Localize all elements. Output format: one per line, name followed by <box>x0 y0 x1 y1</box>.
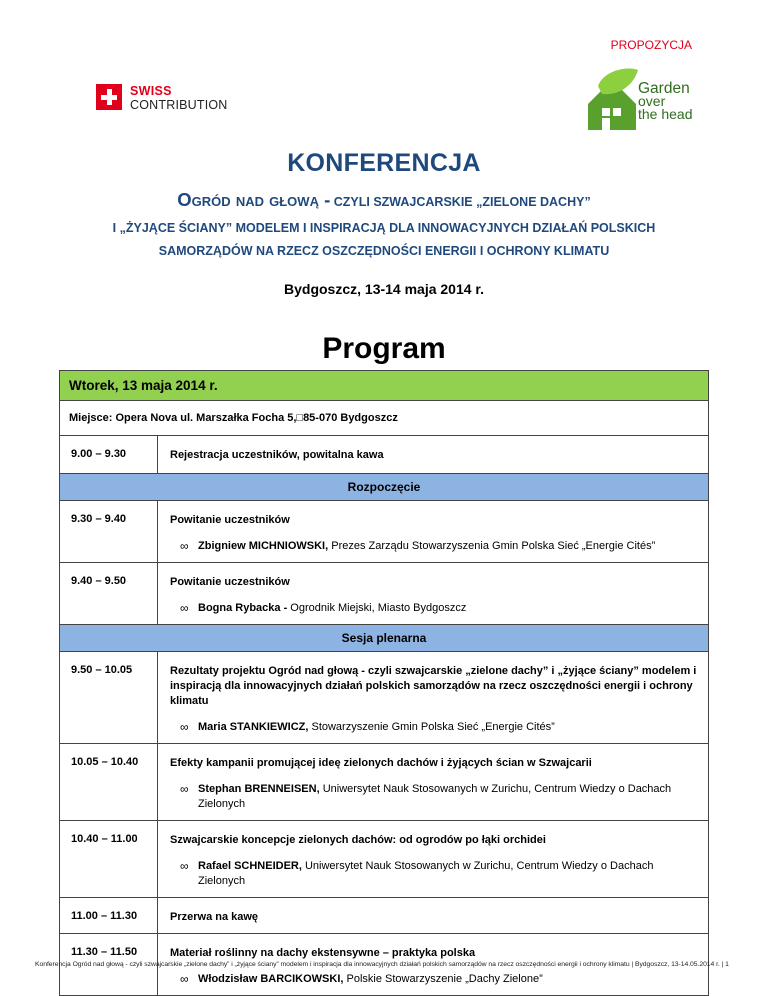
bullet-icon: ∞ <box>180 601 189 615</box>
swiss-logo-word: SWISS <box>130 84 172 98</box>
garden-logo-word: Garden <box>638 80 690 97</box>
subtitle-line-2: I „ŻYJĄCE ŚCIANY” MODELEM I INSPIRACJĄ DLA INNOWACYJNYCH DZIAŁAŃ POLSKICH <box>112 221 656 235</box>
speaker-name: Maria STANKIEWICZ, <box>198 721 309 733</box>
session-title: Przerwa na kawę <box>170 911 259 923</box>
table-row <box>60 501 709 563</box>
speaker-item <box>170 601 698 616</box>
session-cell <box>158 898 709 934</box>
bullet-icon: ∞ <box>180 539 189 553</box>
session-title: Powitanie uczestników <box>170 514 290 526</box>
section-title-opening: Rozpoczęcie <box>60 474 709 501</box>
speaker-affiliation: Uniwersytet Nauk Stosowanych w Zurichu, Centrum Wiedzy o Dachach Zielonych <box>198 860 654 887</box>
table-row <box>60 652 709 744</box>
speaker-item <box>170 972 698 987</box>
garden-logo-text <box>638 82 693 121</box>
over-logo-word: over <box>638 93 666 109</box>
subtitle-rest: CZYLI SZWAJCARSKIE „ZIELONE DACHY” <box>330 195 591 209</box>
garden-over-the-head-logo <box>584 66 694 138</box>
session-cell <box>158 563 709 625</box>
speaker-name: Zbigniew MICHNIOWSKI, <box>198 540 329 552</box>
day-header-row <box>60 371 709 401</box>
session-cell <box>158 652 709 744</box>
time-cell: 9.50 – 10.05 <box>60 652 158 744</box>
table-row <box>60 563 709 625</box>
subtitle-line-3: SAMORZĄDÓW NA RZECZ OSZCZĘDNOŚCI ENERGII I OCHRONY KLIMATU <box>158 244 610 258</box>
speaker-name: Włodzisław BARCIKOWSKI, <box>198 973 344 985</box>
speaker-item <box>170 720 698 735</box>
conference-date: Bydgoszcz, 13-14 maja 2014 r. <box>284 281 484 297</box>
table-row <box>60 821 709 898</box>
time-cell: 9.00 – 9.30 <box>60 436 158 474</box>
bullet-icon: ∞ <box>180 859 189 873</box>
speaker-affiliation: Prezes Zarządu Stowarzyszenia Gmin Polska Sieć „Energie Cités” <box>328 540 656 552</box>
bullet-icon: ∞ <box>180 782 189 796</box>
time-cell: 11.00 – 11.30 <box>60 898 158 934</box>
session-title: Materiał roślinny na dachy ekstensywne – praktyka polska <box>170 947 476 959</box>
conference-title: KONFERENCJA <box>287 149 481 177</box>
speaker-item <box>170 859 698 889</box>
speaker-affiliation: Stowarzyszenie Gmin Polska Sieć „Energie Cités” <box>308 721 555 733</box>
time-cell: 9.30 – 9.40 <box>60 501 158 563</box>
session-cell <box>158 436 709 474</box>
session-title: Efekty kampanii promującej ideę zielonych dachów i żyjących ścian w Szwajcarii <box>170 757 592 769</box>
program-table <box>59 370 709 996</box>
swiss-flag-icon <box>96 84 122 110</box>
table-row <box>60 744 709 821</box>
speaker-name: Rafael SCHNEIDER, <box>198 860 302 872</box>
time-cell: 10.05 – 10.40 <box>60 744 158 821</box>
speaker-item <box>170 782 698 812</box>
table-row <box>60 898 709 934</box>
bullet-icon: ∞ <box>180 972 189 986</box>
session-cell <box>158 744 709 821</box>
bullet-icon: ∞ <box>180 720 189 734</box>
speaker-affiliation: Ogrodnik Miejski, Miasto Bydgoszcz <box>287 602 467 614</box>
proposal-label: PROPOZYCJA <box>610 38 692 52</box>
time-cell: 10.40 – 11.00 <box>60 821 158 898</box>
session-title: Rezultaty projektu Ogród nad głową - czyli szwajcarskie „zielone dachy” i „żyjące ściany” modelem i inspiracją dla innowacyjnych działań polskich samorządów na rzecz oszczędności energii i ochrony klimatu <box>170 665 697 707</box>
speaker-name: Stephan BRENNEISEN, <box>198 783 320 795</box>
swiss-contribution-logo <box>96 84 256 114</box>
session-title: Powitanie uczestników <box>170 576 290 588</box>
section-header-row <box>60 474 709 501</box>
the-head-logo-word: the head <box>638 106 693 122</box>
time-cell: 9.40 – 9.50 <box>60 563 158 625</box>
day-label: Wtorek, 13 maja 2014 r. <box>60 371 709 401</box>
subtitle-main: Ogród nad głową - <box>177 189 331 210</box>
speaker-affiliation: Uniwersytet Nauk Stosowanych w Zurichu, Centrum Wiedzy o Dachach Zielonych <box>198 783 672 810</box>
session-cell <box>158 501 709 563</box>
house-leaf-icon <box>584 66 640 136</box>
time-cell: 11.30 – 11.50 <box>60 934 158 996</box>
session-title: Szwajcarskie koncepcje zielonych dachów: od ogrodów po łąki orchidei <box>170 834 546 846</box>
page-footer: Konferencja Ogród nad głową - czyli szwajcarskie „zielone dachy” i „żyjące ściany” modelem i inspiracja dla innowacyjnych działań polskich samorządów na rzecz oszczędności energii i ochrony klimatu | Bydgoszcz, 13-14.05.2014 r. | 1 <box>35 961 729 968</box>
conference-subtitle <box>0 189 768 211</box>
speaker-item <box>170 539 698 554</box>
speaker-name: Bogna Rybacka - <box>198 602 288 614</box>
place-label: Miejsce: Opera Nova ul. Marszałka Focha 5,□85-070 Bydgoszcz <box>60 401 709 436</box>
table-row <box>60 436 709 474</box>
contribution-logo-word: CONTRIBUTION <box>130 98 228 112</box>
session-title: Rejestracja uczestników, powitalna kawa <box>170 449 384 461</box>
session-cell <box>158 821 709 898</box>
speaker-affiliation: Polskie Stowarzyszenie „Dachy Zielone” <box>343 973 543 985</box>
program-title: Program <box>322 332 446 365</box>
section-title-plenary: Sesja plenarna <box>60 625 709 652</box>
place-row <box>60 401 709 436</box>
section-header-row <box>60 625 709 652</box>
